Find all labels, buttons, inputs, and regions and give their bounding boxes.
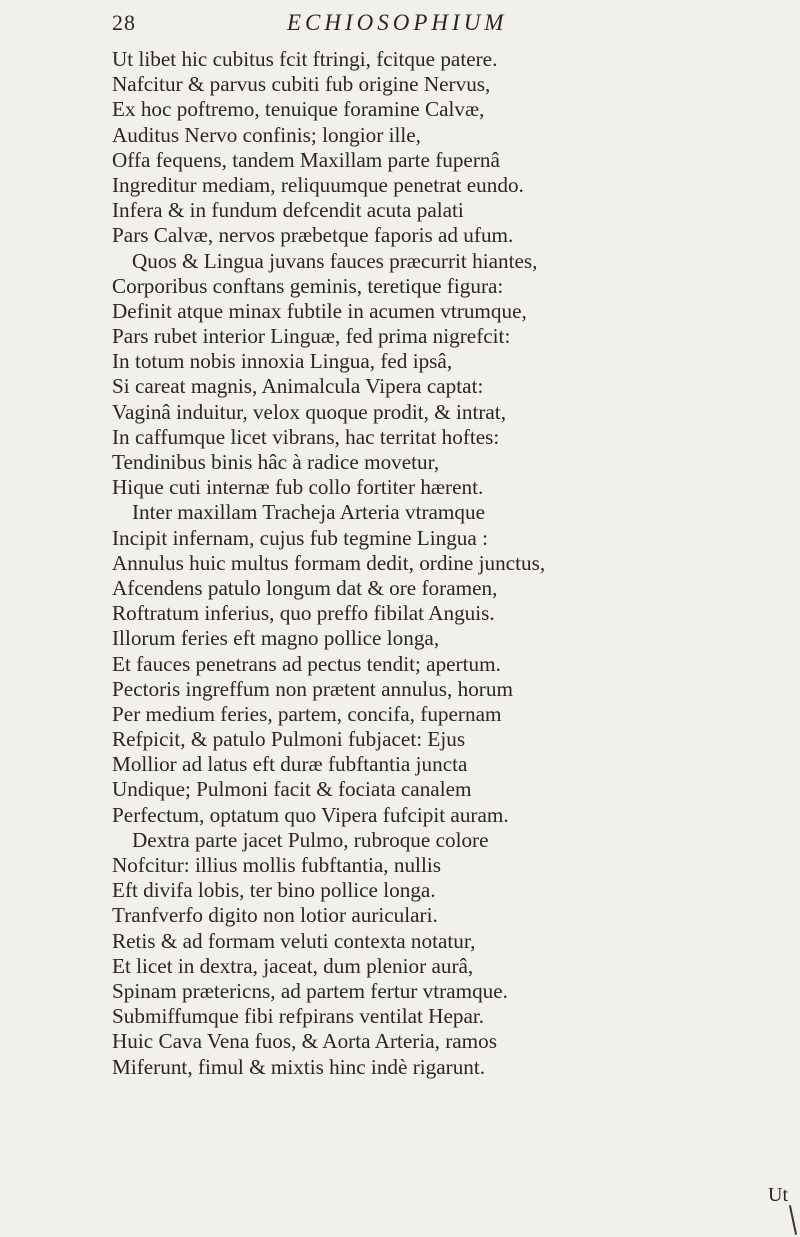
verse-line: In totum nobis innoxia Lingua, fed ipsâ, [112,349,453,374]
verse-line: Pars Calvæ, nervos præbetque faporis ad ufum. [112,223,514,248]
verse-line: Offa fequens, tandem Maxillam parte fupernâ [112,147,500,172]
verse-line: Ingreditur mediam, reliquumque penetrat eundo. [112,172,524,197]
running-title: ECHIOSOPHIUM [287,10,508,35]
verse-line: Dextra parte jacet Pulmo, rubroque colore [132,827,489,852]
verse-line: Mollior ad latus eft duræ fubftantia juncta [112,752,468,777]
verse-line: Per medium feries, partem, concifa, fupernam [112,701,502,726]
verse-line: Hique cuti internæ fub collo fortiter hærent. [112,475,484,500]
verse-line: Definit atque minax fubtile in acumen vtrumque, [112,298,527,323]
verse-line: Afcendens patulo longum dat & ore foramen, [112,575,498,600]
verse-line: Pectoris ingreffum non prætent annulus, horum [112,676,513,701]
verse-line: In caffumque licet vibrans, hac territat hoftes: [112,424,500,449]
verse-line: Submiffumque fibi refpirans ventilat Hepar. [112,1004,485,1029]
verse-line: Huic Cava Vena fuos, & Aorta Arteria, ramos [112,1029,498,1054]
verse-line: Eft divifa lobis, ter bino pollice longa. [112,878,436,903]
verse-line: Nafcitur & parvus cubiti fub origine Nervus, [112,72,491,97]
page-number: 28 [112,10,136,35]
verse-line: Undique; Pulmoni facit & fociata canalem [112,777,472,802]
verse-line: Quos & Lingua juvans fauces præcurrit hiantes, [132,248,538,273]
verse-line: Infera & in fundum defcendit acuta palati [112,198,464,223]
verse-line: Pars rubet interior Linguæ, fed prima nigrefcit: [112,324,511,349]
verse-line: Ut libet hic cubitus fcit ftringi, fcitque patere. [112,47,498,71]
verse-line: Ex hoc poftremo, tenuique foramine Calvæ, [112,97,485,122]
poem-text [112,47,752,1080]
verse-line: Retis & ad formam veluti contexta notatur, [112,928,476,953]
verse-line: Spinam prætericns, ad partem fertur vtramque. [112,978,508,1003]
verse-line: Perfectum, optatum quo Vipera fufcipit auram. [112,802,509,827]
verse-line: Si careat magnis, Animalcula Vipera captat: [112,374,484,399]
verse-line: Vaginâ induitur, velox quoque prodit, & intrat, [112,399,506,424]
verse-line: Corporibus conftans geminis, teretique figura: [112,273,504,298]
verse-line: Miferunt, fimul & mixtis hinc indè rigarunt. [112,1054,486,1079]
verse-line: Annulus huic multus formam dedit, ordine junctus, [112,550,546,575]
catchword: Ut [768,1184,788,1206]
page-header [112,10,722,42]
verse-line: Roftratum inferius, quo preffo fibilat Anguis. [112,601,495,626]
verse-line: Tranfverfo digito non lotior auriculari. [112,903,438,928]
verse-line: Auditus Nervo confinis; longior ille, [112,122,421,147]
verse-line: Et licet in dextra, jaceat, dum plenior aurâ, [112,953,474,978]
verse-line: Nofcitur: illius mollis fubftantia, nullis [112,853,441,877]
verse-line: Et fauces penetrans ad pectus tendit; apertum. [112,651,501,676]
verse-line: Refpicit, & patulo Pulmoni fubjacet: Ejus [112,727,466,752]
verse-line: Tendinibus binis hâc à radice movetur, [112,450,440,474]
verse-line: Illorum feries eft magno pollice longa, [112,626,440,651]
verse-line: Incipit infernam, cujus fub tegmine Lingua : [112,525,488,550]
verse-line: Inter maxillam Tracheja Arteria vtramque [132,500,486,525]
page-edge-mark [789,1205,797,1235]
